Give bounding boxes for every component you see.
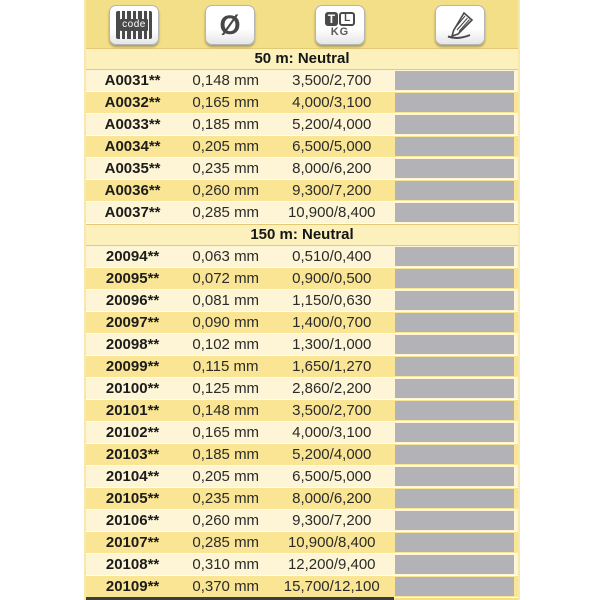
code-cell: A0035** bbox=[104, 160, 161, 177]
notes-placeholder bbox=[395, 93, 514, 112]
test-cell: 4,000/3,100 bbox=[292, 424, 372, 441]
product-table bbox=[84, 0, 520, 600]
notes-cell bbox=[391, 444, 518, 465]
barcode-icon-label: code bbox=[122, 19, 146, 30]
test-t-label: T bbox=[325, 12, 338, 26]
table-row bbox=[86, 576, 518, 598]
notes-cell bbox=[391, 488, 518, 509]
code-cell: A0033** bbox=[104, 116, 161, 133]
test-kg-icon bbox=[325, 12, 355, 38]
notes-placeholder bbox=[395, 445, 514, 464]
notes-cell bbox=[391, 202, 518, 223]
diameter-cell: 0,081 mm bbox=[192, 292, 260, 309]
table-row bbox=[86, 268, 518, 290]
diameter-cell: 0,370 mm bbox=[192, 578, 260, 595]
section-header: 50 m: Neutral bbox=[86, 48, 518, 70]
diameter-cell: 0,102 mm bbox=[192, 336, 260, 353]
diameter-cell: 0,285 mm bbox=[192, 204, 260, 221]
table-body bbox=[86, 48, 518, 598]
diameter-cell: 0,235 mm bbox=[192, 160, 260, 177]
notes-cell bbox=[391, 510, 518, 531]
table-row bbox=[86, 488, 518, 510]
test-cell: 4,000/3,100 bbox=[292, 94, 372, 111]
test-cell: 10,900/8,400 bbox=[287, 204, 376, 221]
code-cell: A0036** bbox=[104, 182, 161, 199]
notes-placeholder bbox=[395, 203, 514, 222]
table-row bbox=[86, 290, 518, 312]
table-row bbox=[86, 312, 518, 334]
diameter-cell: 0,205 mm bbox=[192, 138, 260, 155]
table-row bbox=[86, 246, 518, 268]
test-cell: 1,300/1,000 bbox=[292, 336, 372, 353]
notes-cell bbox=[391, 422, 518, 443]
test-cell: 3,500/2,700 bbox=[292, 72, 372, 89]
diameter-cell: 0,063 mm bbox=[192, 248, 260, 265]
test-l-label: L bbox=[339, 12, 355, 26]
table-row bbox=[86, 136, 518, 158]
diameter-cell: 0,260 mm bbox=[192, 512, 260, 529]
notes-placeholder bbox=[395, 379, 514, 398]
notes-placeholder bbox=[395, 423, 514, 442]
code-cell: 20106** bbox=[105, 512, 160, 529]
notes-cell bbox=[391, 532, 518, 553]
diameter-cell: 0,260 mm bbox=[192, 182, 260, 199]
table-row bbox=[86, 554, 518, 576]
section-rows bbox=[86, 246, 518, 598]
diameter-cell: 0,165 mm bbox=[192, 424, 260, 441]
test-cell: 3,500/2,700 bbox=[292, 402, 372, 419]
table-row bbox=[86, 158, 518, 180]
test-cell: 12,200/9,400 bbox=[287, 556, 376, 573]
test-cell: 10,900/8,400 bbox=[287, 534, 376, 551]
test-cell: 1,150/0,630 bbox=[292, 292, 372, 309]
notes-placeholder bbox=[395, 71, 514, 90]
notes-placeholder bbox=[395, 401, 514, 420]
notes-placeholder bbox=[395, 269, 514, 288]
notes-placeholder bbox=[395, 247, 514, 266]
code-cell: 20109** bbox=[105, 578, 160, 595]
test-cell: 15,700/12,100 bbox=[283, 578, 380, 595]
diameter-cell: 0,285 mm bbox=[192, 534, 260, 551]
code-cell: A0032** bbox=[104, 94, 161, 111]
diameter-cell: 0,090 mm bbox=[192, 314, 260, 331]
test-cell: 1,650/1,270 bbox=[292, 358, 372, 375]
notes-cell bbox=[391, 92, 518, 113]
test-cell: 6,500/5,000 bbox=[292, 138, 372, 155]
pencil-icon bbox=[444, 10, 476, 40]
table-row bbox=[86, 70, 518, 92]
notes-cell bbox=[391, 290, 518, 311]
barcode-icon bbox=[116, 11, 152, 39]
diameter-icon: Ø bbox=[219, 9, 241, 40]
diameter-cell: 0,205 mm bbox=[192, 468, 260, 485]
code-cell: 20094** bbox=[105, 248, 160, 265]
code-cell: 20098** bbox=[105, 336, 160, 353]
diameter-column-icon bbox=[205, 5, 255, 45]
diameter-cell: 0,115 mm bbox=[192, 358, 259, 375]
diameter-cell: 0,185 mm bbox=[192, 446, 260, 463]
test-kg-label: KG bbox=[330, 26, 350, 38]
notes-cell bbox=[391, 334, 518, 355]
test-cell: 5,200/4,000 bbox=[292, 446, 372, 463]
notes-placeholder bbox=[395, 291, 514, 310]
code-cell: 20101** bbox=[105, 402, 160, 419]
notes-cell bbox=[391, 466, 518, 487]
diameter-cell: 0,185 mm bbox=[192, 116, 260, 133]
table-row bbox=[86, 400, 518, 422]
code-cell: 20103** bbox=[105, 446, 160, 463]
notes-cell bbox=[391, 378, 518, 399]
code-cell: 20097** bbox=[105, 314, 160, 331]
notes-cell bbox=[391, 70, 518, 91]
test-cell: 8,000/6,200 bbox=[292, 160, 372, 177]
table-section bbox=[86, 224, 518, 598]
table-row bbox=[86, 510, 518, 532]
section-rows bbox=[86, 70, 518, 224]
code-cell: A0037** bbox=[104, 204, 161, 221]
table-row bbox=[86, 180, 518, 202]
table-row bbox=[86, 114, 518, 136]
code-cell: A0034** bbox=[104, 138, 161, 155]
notes-cell bbox=[391, 356, 518, 377]
code-cell: 20095** bbox=[105, 270, 160, 287]
test-cell: 5,200/4,000 bbox=[292, 116, 372, 133]
notes-placeholder bbox=[395, 159, 514, 178]
notes-cell bbox=[391, 246, 518, 267]
notes-cell bbox=[391, 136, 518, 157]
notes-placeholder bbox=[395, 555, 514, 574]
table-row bbox=[86, 92, 518, 114]
notes-column-icon bbox=[435, 5, 485, 45]
table-row bbox=[86, 378, 518, 400]
notes-placeholder bbox=[395, 577, 514, 596]
notes-placeholder bbox=[395, 489, 514, 508]
code-cell: 20100** bbox=[105, 380, 160, 397]
test-cell: 9,300/7,200 bbox=[292, 182, 372, 199]
notes-cell bbox=[391, 268, 518, 289]
code-cell: 20104** bbox=[105, 468, 160, 485]
notes-cell bbox=[391, 576, 518, 597]
table-section bbox=[86, 48, 518, 224]
notes-placeholder bbox=[395, 181, 514, 200]
test-cell: 0,510/0,400 bbox=[292, 248, 372, 265]
code-cell: 20107** bbox=[105, 534, 160, 551]
code-column-icon bbox=[109, 5, 159, 45]
notes-placeholder bbox=[395, 511, 514, 530]
table-row bbox=[86, 202, 518, 224]
test-cell: 8,000/6,200 bbox=[292, 490, 372, 507]
test-cell: 6,500/5,000 bbox=[292, 468, 372, 485]
diameter-cell: 0,125 mm bbox=[192, 380, 260, 397]
table-header bbox=[86, 0, 518, 48]
diameter-cell: 0,310 mm bbox=[192, 556, 260, 573]
table-row bbox=[86, 466, 518, 488]
table-row bbox=[86, 444, 518, 466]
notes-placeholder bbox=[395, 115, 514, 134]
notes-cell bbox=[391, 158, 518, 179]
notes-placeholder bbox=[395, 137, 514, 156]
notes-cell bbox=[391, 312, 518, 333]
notes-cell bbox=[391, 180, 518, 201]
section-header: 150 m: Neutral bbox=[86, 224, 518, 246]
test-column-icon bbox=[315, 5, 365, 45]
code-cell: 20102** bbox=[105, 424, 160, 441]
notes-placeholder bbox=[395, 357, 514, 376]
table-row bbox=[86, 334, 518, 356]
table-row bbox=[86, 356, 518, 378]
notes-placeholder bbox=[395, 467, 514, 486]
table-row bbox=[86, 422, 518, 444]
code-cell: 20105** bbox=[105, 490, 160, 507]
notes-cell bbox=[391, 400, 518, 421]
test-cell: 0,900/0,500 bbox=[292, 270, 372, 287]
notes-placeholder bbox=[395, 533, 514, 552]
code-cell: 20108** bbox=[105, 556, 160, 573]
test-cell: 1,400/0,700 bbox=[292, 314, 372, 331]
code-cell: 20099** bbox=[105, 358, 160, 375]
code-cell: 20096** bbox=[105, 292, 160, 309]
code-cell: A0031** bbox=[104, 72, 161, 89]
notes-placeholder bbox=[395, 335, 514, 354]
notes-placeholder bbox=[395, 313, 514, 332]
test-cell: 2,860/2,200 bbox=[292, 380, 372, 397]
diameter-cell: 0,235 mm bbox=[192, 490, 260, 507]
test-cell: 9,300/7,200 bbox=[292, 512, 372, 529]
notes-cell bbox=[391, 114, 518, 135]
notes-cell bbox=[391, 554, 518, 575]
table-row bbox=[86, 532, 518, 554]
diameter-cell: 0,072 mm bbox=[192, 270, 260, 287]
diameter-cell: 0,148 mm bbox=[192, 402, 260, 419]
diameter-cell: 0,148 mm bbox=[192, 72, 260, 89]
diameter-cell: 0,165 mm bbox=[192, 94, 260, 111]
